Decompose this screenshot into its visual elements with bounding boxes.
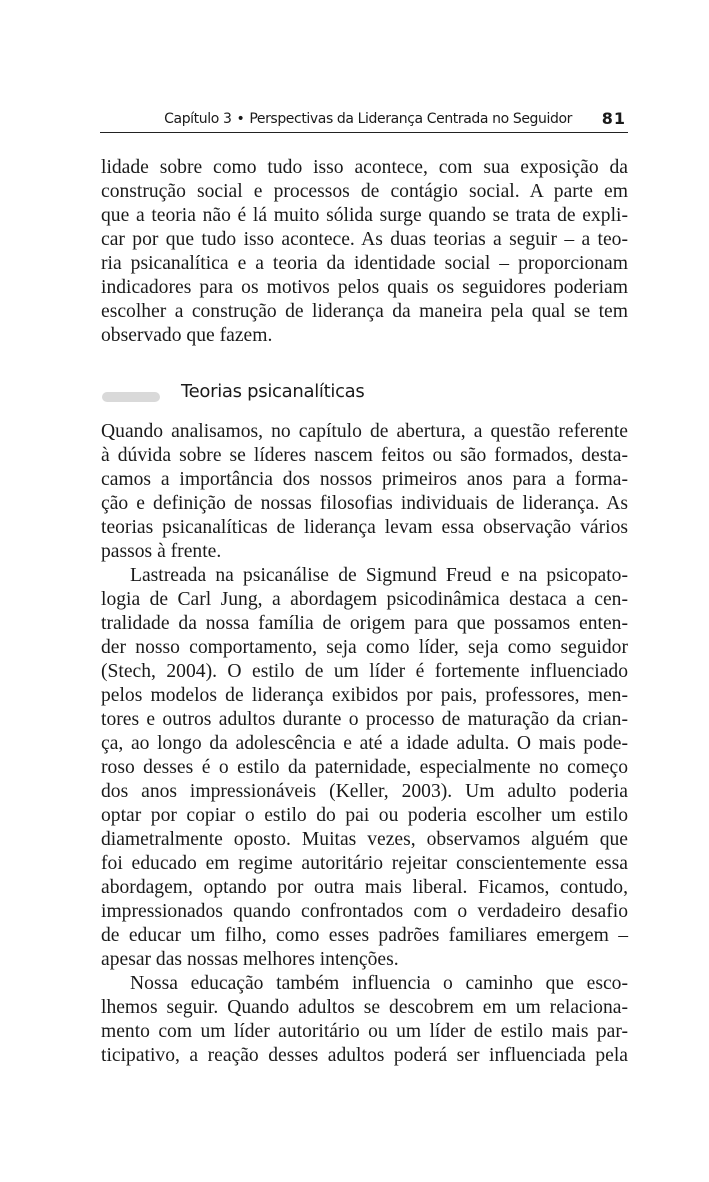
section-title: Teorias psicanalíticas — [181, 381, 365, 402]
text-line: de educar um filho, como esses padrões familiares emergem – — [101, 925, 628, 946]
text-line: impressionados quando confrontados com o verdadeiro desafio — [101, 901, 628, 922]
text-line: mento com um líder autoritário ou um líder de estilo mais par- — [101, 1021, 628, 1042]
text-line: ção e definição de nossas filosofias individuais de liderança. As — [101, 493, 628, 514]
text-line: escolher a construção de liderança da maneira pela qual se tem — [101, 301, 628, 322]
text-line: indicadores para os motivos pelos quais os seguidores poderiam — [101, 277, 628, 298]
text-line: passos à frente. — [101, 541, 222, 562]
text-line: tores e outros adultos durante o processo de maturação da crian- — [101, 709, 628, 730]
text-line: optar por copiar o estilo do pai ou poderia escolher um estilo — [101, 805, 628, 826]
bullet-separator: • — [236, 111, 245, 127]
text-line: lhemos seguir. Quando adultos se descobrem em um relaciona- — [101, 997, 628, 1018]
text-line: construção social e processos de contágio social. A parte em — [101, 181, 628, 202]
text-line: ria psicanalítica e a teoria da identidade social – proporcionam — [101, 253, 628, 274]
chapter-label: Capítulo 3 — [164, 111, 232, 127]
section-marker-bar — [102, 392, 160, 402]
text-line: observado que fazem. — [101, 325, 273, 346]
text-line: camos a importância dos nossos primeiros anos para a forma- — [101, 469, 628, 490]
text-line: logia de Carl Jung, a abordagem psicodinâmica destaca a cen- — [101, 589, 628, 610]
running-header — [100, 108, 628, 133]
running-title — [164, 111, 572, 127]
text-line: roso desses é o estilo da paternidade, especialmente no começo — [101, 757, 628, 778]
text-line: diametralmente oposto. Muitas vezes, observamos alguém que — [101, 829, 628, 850]
text-line: apesar das nossas melhores intenções. — [101, 949, 399, 970]
text-line: à dúvida sobre se líderes nascem feitos ou são formados, desta- — [101, 445, 628, 466]
section-heading — [101, 381, 628, 409]
text-line: lidade sobre como tudo isso acontece, com sua exposição da — [101, 157, 628, 178]
text-line: Nossa educação também influencia o caminho que esco- — [130, 973, 628, 994]
text-line: Quando analisamos, no capítulo de abertura, a questão referente — [101, 421, 628, 442]
page-number: 81 — [601, 109, 626, 128]
text-line: abordagem, optando por outra mais liberal. Ficamos, contudo, — [101, 877, 628, 898]
text-line: ticipativo, a reação desses adultos poderá ser influenciada pela — [101, 1045, 628, 1066]
text-line: Lastreada na psicanálise de Sigmund Freud e na psicopato- — [130, 565, 628, 586]
text-line: foi educado em regime autoritário rejeitar conscientemente essa — [101, 853, 628, 874]
text-line: (Stech, 2004). O estilo de um líder é fortemente influenciado — [101, 661, 628, 682]
text-line: pelos modelos de liderança exibidos por pais, professores, men- — [101, 685, 628, 706]
text-line: tralidade da nossa família de origem para que possamos enten- — [101, 613, 628, 634]
running-title-text: Perspectivas da Liderança Centrada no Seguidor — [249, 111, 572, 127]
text-line: car por que tudo isso acontece. As duas teorias a seguir – a teo- — [101, 229, 628, 250]
text-line: der nosso comportamento, seja como líder, seja como seguidor — [101, 637, 628, 658]
text-line: dos anos impressionáveis (Keller, 2003). Um adulto poderia — [101, 781, 628, 802]
text-line: que a teoria não é lá muito sólida surge quando se trata de expli- — [101, 205, 628, 226]
text-line: teorias psicanalíticas de liderança levam essa observação vários — [101, 517, 628, 538]
text-line: ça, ao longo da adolescência e até a idade adulta. O mais pode- — [101, 733, 628, 754]
